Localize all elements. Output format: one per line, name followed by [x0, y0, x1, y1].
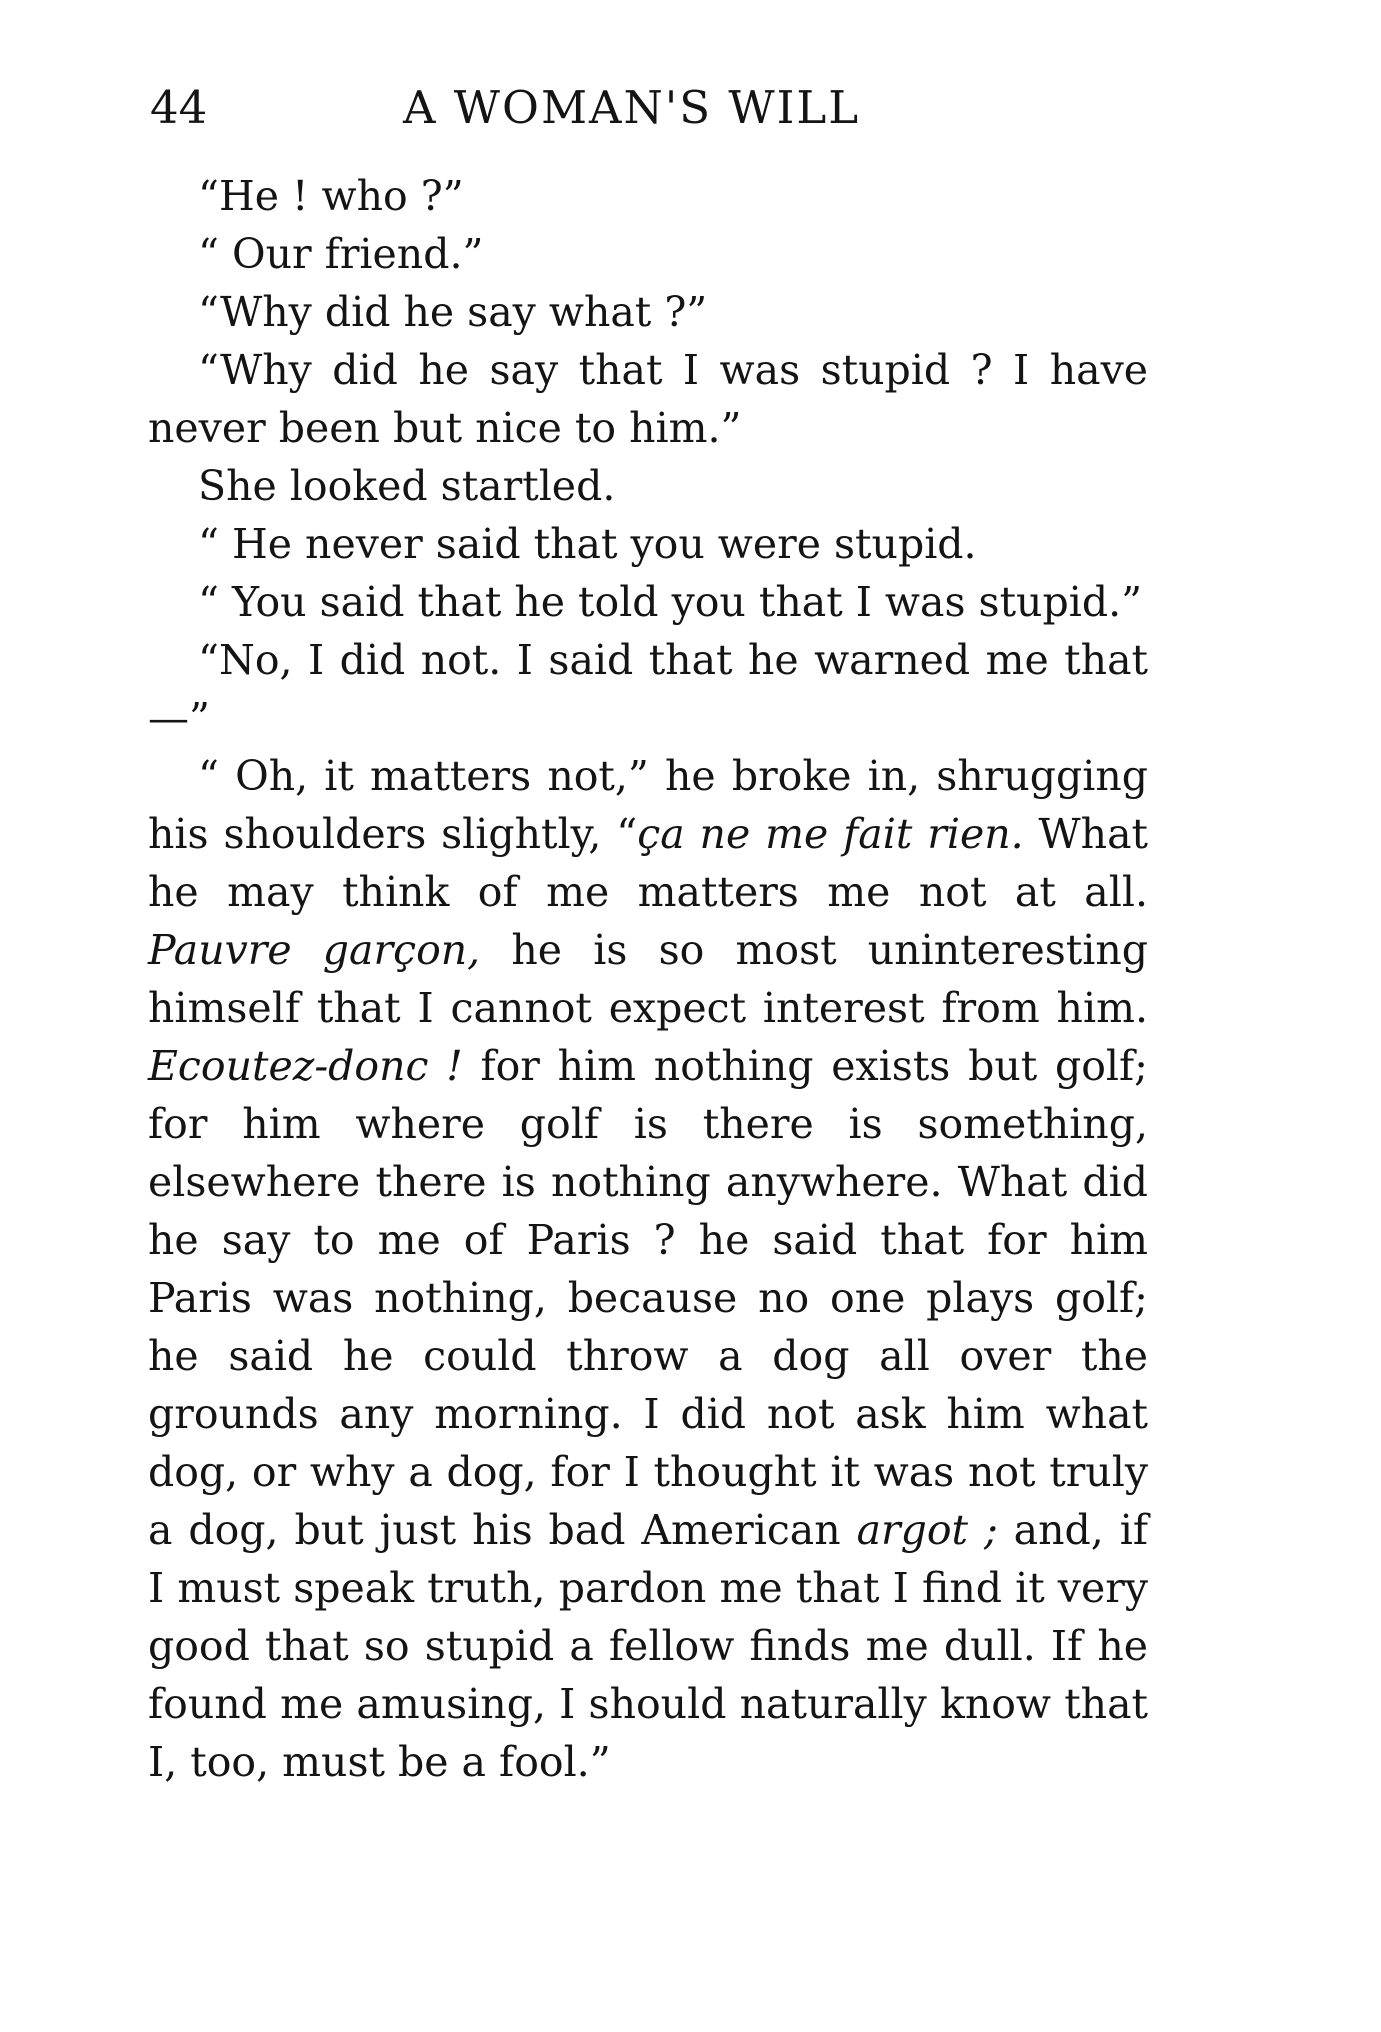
text-run: “ Oh, it matters not,” he broke in, shrugging his shoulders slightly, “ — [148, 752, 1148, 858]
paragraph — [148, 747, 1148, 1791]
running-head — [150, 78, 1150, 138]
text-run: for him nothing exists but golf; for him where golf is there is something, elsewhere there is nothing anywhere. What did he say to me of Paris ? he said that for him Paris was nothing, because no one plays golf; he said he could throw a dog all over the grounds any morning. I did not ask him what dog, or why a dog, for I thought it was not truly a dog, but just his bad American — [148, 1042, 1148, 1554]
italic-phrase: Ecoutez-donc ! — [148, 1042, 463, 1090]
italic-phrase: ça ne me fait rien. — [637, 810, 1024, 858]
text-run: he is so most uninteresting himself that I cannot expect interest from him. — [148, 926, 1148, 1032]
text-run: What he may think of me matters me not at all. — [148, 810, 1149, 916]
paragraph: “No, I did not. I said that he warned me that —” — [148, 636, 1148, 742]
paragraph: “ Our friend.” — [198, 230, 484, 278]
italic-phrase: argot ; — [856, 1506, 998, 1554]
italic-phrase: Pauvre garçon, — [148, 926, 481, 974]
paragraph: She looked startled. — [198, 462, 616, 510]
running-title: A WOMAN'S WILL — [403, 81, 861, 134]
page-number: 44 — [150, 81, 208, 134]
paragraph: “He ! who ?” — [198, 172, 464, 220]
paragraph: “Why did he say what ?” — [198, 288, 708, 336]
paragraph: “Why did he say that I was stupid ? I have never been but nice to him.” — [148, 346, 1148, 452]
text-run: and, if I must speak truth, pardon me that I find it very good that so stupid a fellow finds me dull. If he found me amusing, I should naturally know that I, too, must be a fool.” — [148, 1506, 1149, 1786]
paragraph: “ He never said that you were stupid. — [198, 520, 977, 568]
body-text — [148, 167, 1148, 1791]
paragraph: “ You said that he told you that I was stupid.” — [198, 578, 1143, 626]
